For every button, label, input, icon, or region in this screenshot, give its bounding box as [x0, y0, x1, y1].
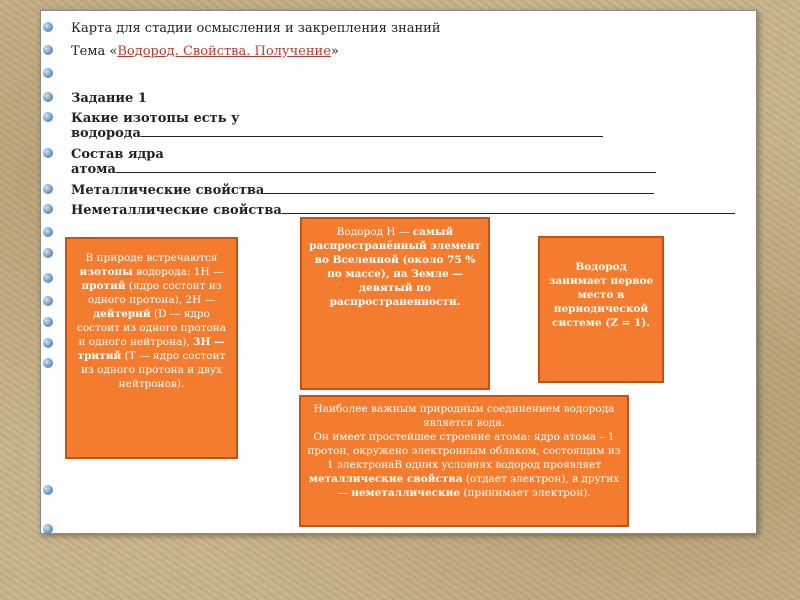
question-metallic: Металлические свойства [71, 183, 654, 198]
task-title: Задание 1 [71, 91, 147, 106]
question-nonmetallic: Неметаллические свойства [71, 203, 735, 218]
slide [40, 10, 757, 534]
question-nucleus: Состав ядра атома [71, 147, 656, 177]
answer-line[interactable] [141, 135, 603, 137]
bullet-icon [43, 248, 53, 258]
bullet-icon [43, 273, 53, 283]
answer-line[interactable] [264, 192, 654, 194]
bullet-icon [43, 227, 53, 237]
bullet-icon [43, 68, 53, 78]
bullet-icon [43, 112, 53, 122]
bullet-icon [43, 148, 53, 158]
slide-title: Карта для стадии осмысления и закрепления знаний [71, 21, 441, 36]
topic-line: Тема «Водород. Свойства. Получение» [71, 44, 339, 59]
bullet-icon [43, 317, 53, 327]
periodic-box: Водород занимает первое место в периодической системе (Z = 1). [538, 236, 664, 383]
universe-box: Водород H — самый распространённый элемент во Вселенной (около 75 % по массе), на Земле — девятый по распространенности. [300, 217, 490, 390]
bullet-icon [43, 92, 53, 102]
compound-box: Наиболее важным природным соединением водорода является вода. Он имеет простейшее строение атома: ядро атома – 1 протон, окружено электронным облаком, состоящим из 1 электронаВ одних условиях водород проявляет металлические свойства (отдает электрон), в других — неметаллические (принимает электрон). [299, 395, 629, 527]
bullet-icon [43, 358, 53, 368]
bullet-icon [43, 22, 53, 32]
question-isotopes: Какие изотопы есть у водорода [71, 111, 603, 141]
bullet-icon [43, 485, 53, 495]
isotopes-box: В природе встречаются изотопы водорода: 1H — протий (ядро состоит из одного протона), 2H — дейтерий (D — ядро состоит из одного протона и одного нейтрона), 3H — тритий (T — ядро состоит из одного протона и двух нейтронов). [65, 237, 238, 459]
bullet-icon [43, 45, 53, 55]
topic-link[interactable]: Водород. Свойства. Получение [117, 44, 331, 59]
bullet-icon [43, 338, 53, 348]
bullet-icon [43, 296, 53, 306]
bullet-icon [43, 184, 53, 194]
bullet-icon [43, 204, 53, 214]
bullet-icon [43, 524, 53, 534]
answer-line[interactable] [116, 171, 656, 173]
answer-line[interactable] [282, 212, 735, 214]
